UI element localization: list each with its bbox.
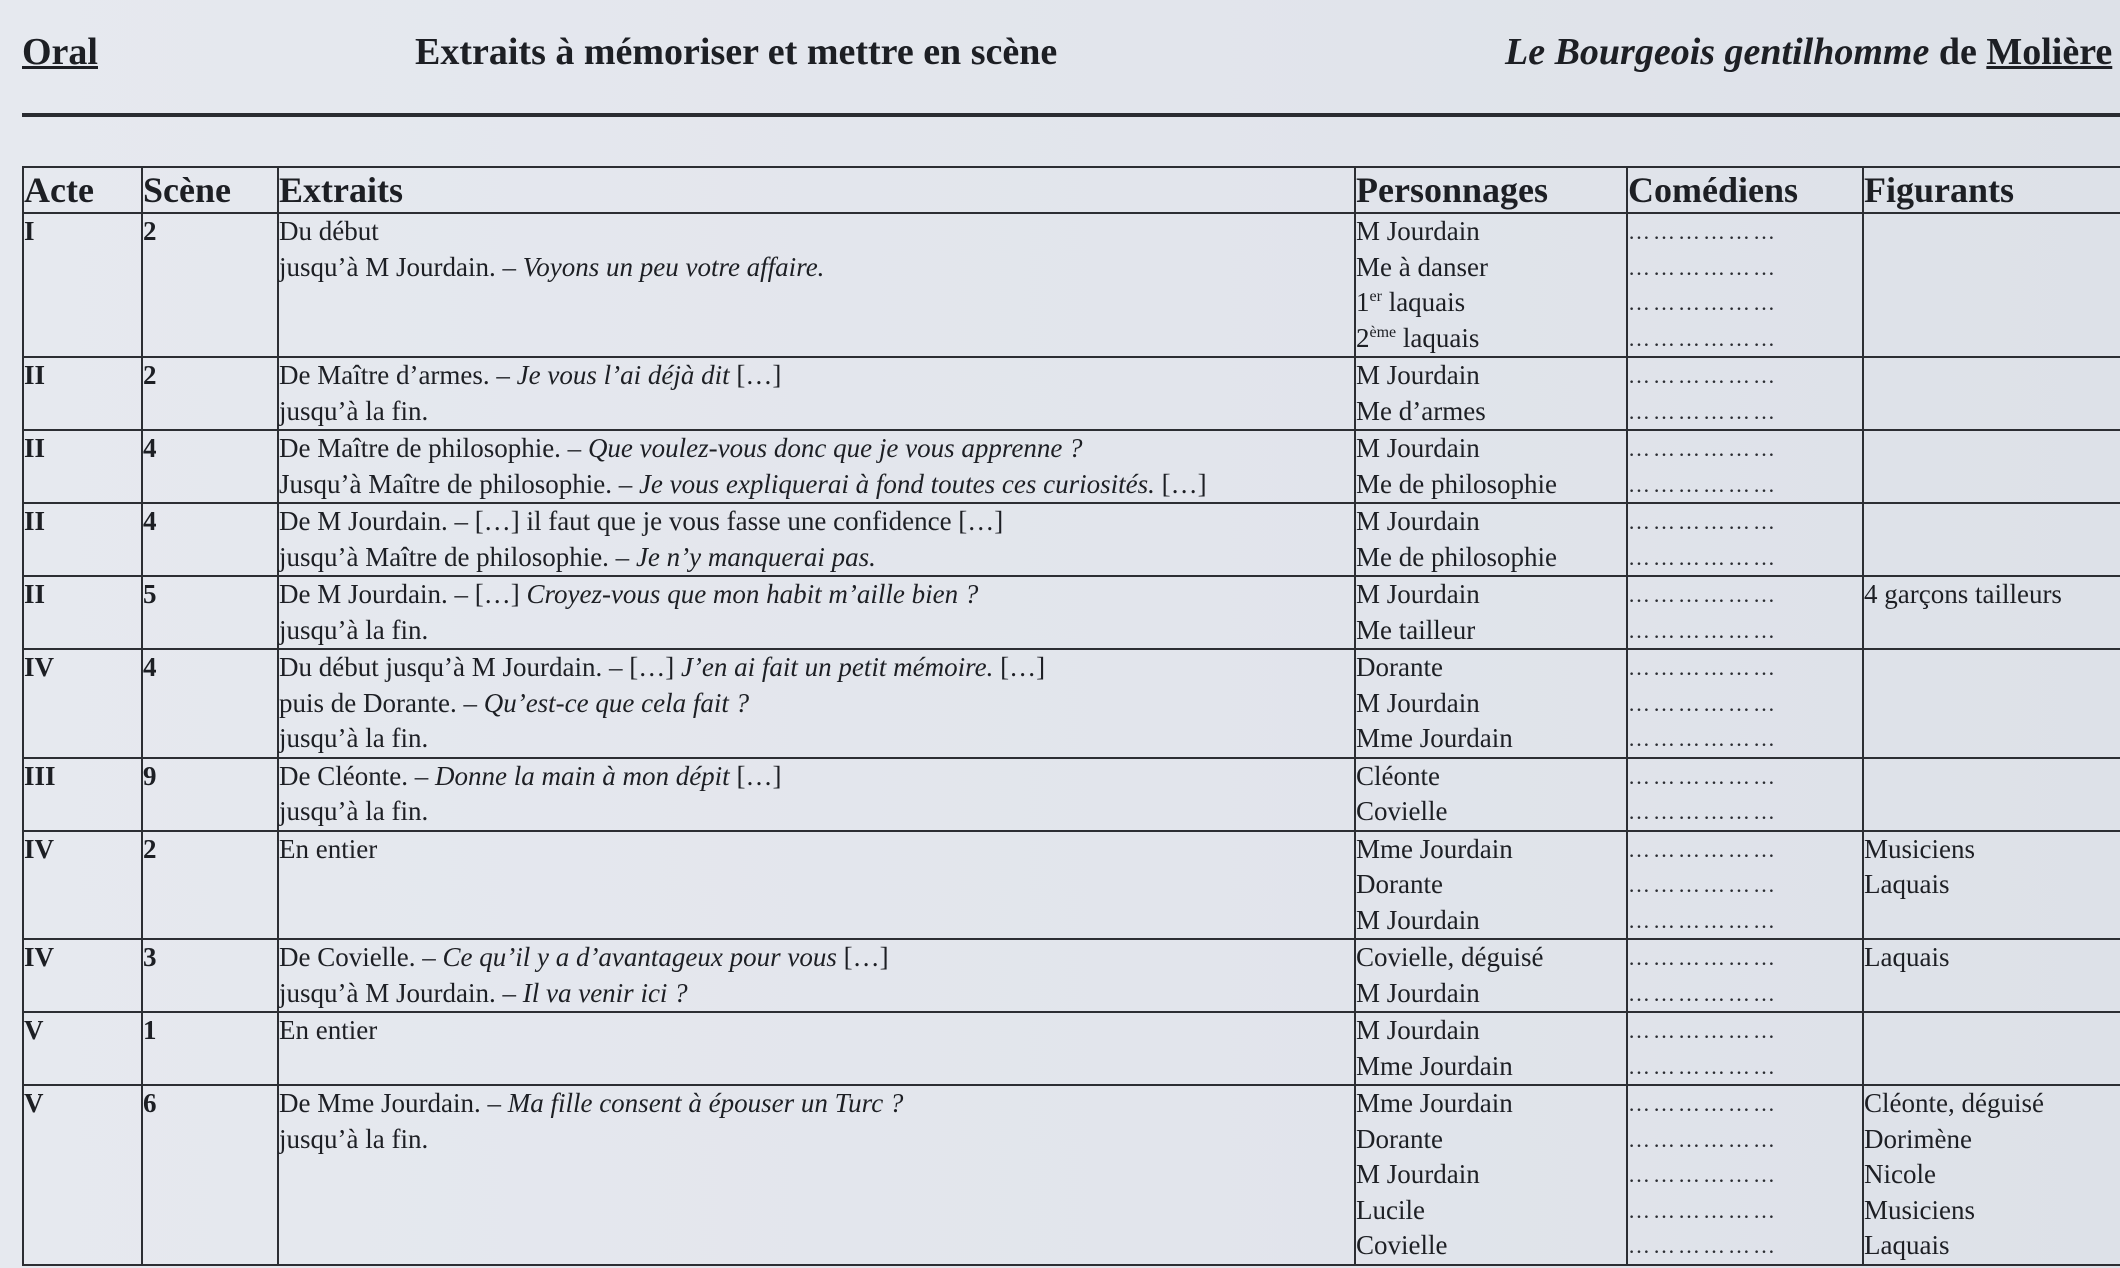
actor-blank[interactable]: ……………… [1628, 980, 1778, 1006]
extrait-text: […] [729, 760, 782, 791]
table-row [23, 758, 2120, 831]
table-row [23, 939, 2120, 1012]
header-work [1505, 30, 2112, 74]
table-row [23, 503, 2120, 576]
cell-comediens [1627, 649, 1863, 758]
extrait-text: En entier [279, 1015, 378, 1045]
character-name [1356, 214, 1626, 250]
extrait-text: De Maître d’armes. – [279, 360, 517, 390]
extra-name: Nicole [1864, 1159, 1936, 1189]
extrait-text: Du début [279, 216, 379, 246]
work-title: Le Bourgeois gentilhomme [1505, 31, 1930, 73]
actor-blank[interactable]: ……………… [1628, 1197, 1778, 1223]
character-name [1356, 940, 1626, 976]
actor-blank[interactable]: ……………… [1628, 582, 1778, 607]
character-text: Mme Jourdain [1356, 1088, 1513, 1118]
character-name [1356, 832, 1626, 868]
character-name [1356, 467, 1626, 503]
cell-personnages [1355, 1085, 1627, 1265]
cell-comediens [1627, 1085, 1863, 1265]
character-text: 2 [1356, 322, 1370, 353]
cell-scene: 4 [142, 430, 278, 503]
cell-scene: 1 [142, 1012, 278, 1085]
extrait-text: En entier [279, 833, 378, 864]
extrait-line [279, 394, 1354, 430]
actor-blank[interactable]: ……………… [1628, 1018, 1778, 1043]
actor-blank[interactable]: ……………… [1628, 325, 1778, 351]
cell-extraits [278, 831, 1355, 940]
character-text: Me d’armes [1356, 395, 1486, 426]
cell-extraits [278, 357, 1355, 430]
cell-comediens [1627, 503, 1863, 576]
actor-blank[interactable]: ……………… [1628, 254, 1778, 280]
extra-name: Dorimène [1864, 1123, 1972, 1154]
character-name [1356, 1228, 1626, 1264]
character-name [1356, 903, 1626, 939]
character-name [1356, 1122, 1626, 1158]
character-name [1356, 1049, 1626, 1085]
extrait-text: jusqu’à la fin. [279, 723, 429, 753]
col-header-comediens: Comédiens [1627, 167, 1863, 213]
col-header-personnages: Personnages [1355, 167, 1627, 213]
actor-blank[interactable]: ……………… [1628, 398, 1778, 424]
actor-blank[interactable]: ……………… [1628, 799, 1778, 824]
actor-blank[interactable]: ……………… [1628, 1091, 1778, 1116]
extrait-line [279, 613, 1354, 649]
extrait-line [279, 721, 1354, 757]
extrait-quote: Donne la main à mon dépit [434, 760, 730, 791]
extrait-line [279, 1013, 1354, 1049]
extrait-quote: Ma fille consent à épouser un Turc ? [507, 1088, 904, 1118]
table-row [23, 430, 2120, 503]
actor-blank[interactable]: ……………… [1628, 617, 1778, 643]
cell-figurants [1863, 831, 2120, 940]
cell-acte: IV [23, 939, 142, 1012]
cell-extraits [278, 430, 1355, 503]
cell-personnages [1355, 213, 1627, 357]
cell-scene: 4 [142, 649, 278, 758]
extrait-line [279, 540, 1354, 576]
character-name [1356, 504, 1626, 540]
extrait-text: De Mme Jourdain. – [279, 1088, 508, 1118]
character-text: 1 [1356, 287, 1370, 317]
cell-figurants [1863, 939, 2120, 1012]
extrait-text: De M Jourdain. – […] il faut que je vous fasse une confidence […] [279, 506, 1004, 536]
character-text: Mme Jourdain [1356, 723, 1513, 753]
extra-name: Cléonte, déguisé [1864, 1088, 2044, 1118]
extrait-line [279, 794, 1354, 830]
extrait-quote: Je n’y manquerai pas. [635, 541, 876, 572]
cell-figurants [1863, 213, 2120, 357]
extrait-quote: J’en ai fait un petit mémoire. [680, 652, 994, 682]
actor-blank[interactable]: ……………… [1628, 509, 1778, 534]
character-name [1356, 577, 1626, 613]
extrait-quote: Je vous l’ai déjà dit [516, 360, 730, 390]
extrait-line [279, 1086, 1354, 1122]
cell-scene: 2 [142, 357, 278, 430]
header-rule [22, 113, 2120, 117]
extrait-text: jusqu’à M Jourdain. – [279, 977, 523, 1008]
actor-blank[interactable]: ……………… [1628, 436, 1778, 461]
character-text: Covielle [1356, 1230, 1448, 1260]
character-name [1356, 759, 1626, 795]
col-header-extraits: Extraits [278, 167, 1355, 213]
extrait-quote: Voyons un peu votre affaire. [522, 251, 825, 282]
cell-scene: 2 [142, 831, 278, 940]
extrait-text: […] [729, 360, 782, 390]
actor-blank[interactable]: ……………… [1628, 945, 1778, 970]
character-name [1356, 1193, 1626, 1229]
cell-figurants [1863, 576, 2120, 649]
extrait-quote: Il va venir ici ? [522, 977, 688, 1008]
extrait-line [279, 577, 1354, 613]
character-name [1356, 394, 1626, 430]
cell-extraits [278, 213, 1355, 357]
col-header-acte: Acte [23, 167, 142, 213]
extrait-line [279, 250, 1354, 286]
cell-scene: 6 [142, 1085, 278, 1265]
actor-blank[interactable]: ……………… [1628, 1162, 1778, 1187]
cell-personnages [1355, 831, 1627, 940]
work-connector: de [1938, 31, 1977, 73]
character-text: M Jourdain [1356, 904, 1480, 935]
character-text: Dorante [1356, 1123, 1443, 1154]
cell-scene: 4 [142, 503, 278, 576]
cell-acte: V [23, 1012, 142, 1085]
extrait-text: De Cléonte. – [279, 760, 435, 791]
cell-figurants [1863, 758, 2120, 831]
cell-scene: 9 [142, 758, 278, 831]
actor-blank[interactable]: ……………… [1628, 763, 1778, 789]
extrait-line [279, 650, 1354, 686]
character-text: Dorante [1356, 652, 1443, 682]
extrait-quote: Croyez-vous que mon habit m’aille bien ? [526, 579, 979, 609]
character-text: Mme Jourdain [1356, 1050, 1513, 1081]
extrait-text: puis de Dorante. – [279, 687, 484, 718]
cell-personnages [1355, 576, 1627, 649]
character-name [1356, 1013, 1626, 1049]
character-text: Mme Jourdain [1356, 833, 1513, 864]
character-name [1356, 1157, 1626, 1193]
actor-blank[interactable]: ……………… [1628, 471, 1778, 497]
actor-blank[interactable]: ……………… [1628, 290, 1778, 315]
cell-figurants [1863, 649, 2120, 758]
cell-comediens [1627, 213, 1863, 357]
cell-comediens [1627, 758, 1863, 831]
extrait-quote: Je vous expliquerai à fond toutes ces curiosités. [638, 468, 1155, 499]
extra-name: Laquais [1864, 942, 1950, 972]
cell-acte: II [23, 503, 142, 576]
extrait-line [279, 431, 1354, 467]
extra-name: Musiciens [1864, 833, 1975, 864]
character-text: Covielle [1356, 796, 1448, 826]
extra-name: Musiciens [1864, 1194, 1975, 1225]
extrait-line [279, 832, 1354, 868]
cell-comediens [1627, 1012, 1863, 1085]
cell-comediens [1627, 576, 1863, 649]
extrait-text: De M Jourdain. – […] [279, 579, 527, 609]
cell-personnages [1355, 649, 1627, 758]
actor-blank[interactable]: ……………… [1628, 219, 1778, 244]
col-header-scene: Scène [142, 167, 278, 213]
character-name [1356, 250, 1626, 286]
extrait-line [279, 686, 1354, 722]
extrait-text: jusqu’à M Jourdain. – [279, 251, 523, 282]
cell-extraits [278, 576, 1355, 649]
extrait-text: De Maître de philosophie. – [279, 433, 588, 463]
cell-comediens [1627, 831, 1863, 940]
cell-acte: II [23, 576, 142, 649]
character-text: laquais [1381, 287, 1466, 317]
extra-name: Laquais [1864, 1230, 1950, 1260]
cell-scene: 3 [142, 939, 278, 1012]
extrait-line [279, 214, 1354, 250]
character-name [1356, 650, 1626, 686]
extrait-quote: Ce qu’il y a d’avantageux pour vous [442, 942, 837, 972]
cell-extraits [278, 1085, 1355, 1265]
extrait-text: jusqu’à la fin. [279, 395, 429, 426]
character-text: Dorante [1356, 869, 1443, 899]
character-name [1356, 721, 1626, 757]
extrait-text: jusqu’à la fin. [279, 1123, 429, 1154]
character-name [1356, 431, 1626, 467]
cell-comediens [1627, 939, 1863, 1012]
cell-extraits [278, 649, 1355, 758]
extrait-line [279, 467, 1354, 503]
actor-blank[interactable]: ……………… [1628, 1053, 1778, 1079]
actor-blank[interactable]: ……………… [1628, 726, 1778, 751]
cell-figurants [1863, 357, 2120, 430]
cell-acte: V [23, 1085, 142, 1265]
cell-acte: IV [23, 649, 142, 758]
character-name [1356, 321, 1626, 357]
cell-personnages [1355, 758, 1627, 831]
cell-extraits [278, 1012, 1355, 1085]
actor-blank[interactable]: ……………… [1628, 907, 1778, 933]
extrait-text: jusqu’à Maître de philosophie. – [279, 541, 636, 572]
character-text: Cléonte [1356, 760, 1440, 791]
extrait-line [279, 759, 1354, 795]
cell-personnages [1355, 503, 1627, 576]
character-text: M Jourdain [1356, 360, 1480, 390]
character-text: Me à danser [1356, 251, 1488, 282]
extrait-text: jusqu’à la fin. [279, 614, 429, 645]
cell-personnages [1355, 1012, 1627, 1085]
table-row [23, 831, 2120, 940]
actor-blank[interactable]: ……………… [1628, 690, 1778, 716]
cell-figurants [1863, 503, 2120, 576]
cell-figurants [1863, 430, 2120, 503]
scenes-table [22, 166, 2120, 1266]
table-row [23, 357, 2120, 430]
extrait-line [279, 940, 1354, 976]
extra-name: Laquais [1864, 869, 1950, 899]
extrait-text: […] [1154, 468, 1207, 499]
table-row [23, 649, 2120, 758]
character-text: Lucile [1356, 1194, 1425, 1225]
cell-figurants [1863, 1012, 2120, 1085]
extrait-line [279, 358, 1354, 394]
cell-acte: II [23, 430, 142, 503]
character-name [1356, 976, 1626, 1012]
extrait-text: […] [836, 942, 889, 972]
actor-blank[interactable]: ……………… [1628, 836, 1778, 862]
work-author: Molière [1986, 31, 2113, 73]
col-header-figurants: Figurants [1863, 167, 2120, 213]
character-text: M Jourdain [1356, 579, 1480, 609]
cell-scene: 2 [142, 213, 278, 357]
extrait-line [279, 1122, 1354, 1158]
table-row [23, 213, 2120, 357]
character-name [1356, 613, 1626, 649]
cell-acte: II [23, 357, 142, 430]
table-row [23, 1085, 2120, 1265]
character-name [1356, 285, 1626, 321]
extrait-text: jusqu’à la fin. [279, 796, 429, 826]
character-text: M Jourdain [1356, 1015, 1480, 1045]
character-text: Me de philosophie [1356, 468, 1557, 499]
extrait-text: Du début jusqu’à M Jourdain. – […] [279, 652, 681, 682]
table-header-row [23, 167, 2120, 213]
cell-personnages [1355, 939, 1627, 1012]
ordinal-suffix: ème [1369, 323, 1397, 341]
character-text: M Jourdain [1356, 687, 1480, 718]
extrait-text: […] [993, 652, 1046, 682]
character-text: M Jourdain [1356, 433, 1480, 463]
character-text: M Jourdain [1356, 977, 1480, 1008]
cell-figurants [1863, 1085, 2120, 1265]
character-text: laquais [1396, 322, 1480, 353]
extrait-text: Jusqu’à Maître de philosophie. – [279, 468, 639, 499]
cell-acte: III [23, 758, 142, 831]
character-name [1356, 1086, 1626, 1122]
extra-name: 4 garçons tailleurs [1864, 579, 2062, 609]
actor-blank[interactable]: ……………… [1628, 1126, 1778, 1152]
cell-extraits [278, 503, 1355, 576]
character-text: M Jourdain [1356, 1159, 1480, 1189]
table-row [23, 576, 2120, 649]
cell-acte: IV [23, 831, 142, 940]
character-name [1356, 540, 1626, 576]
actor-blank[interactable]: ……………… [1628, 544, 1778, 570]
actor-blank[interactable]: ……………… [1628, 363, 1778, 388]
cell-personnages [1355, 430, 1627, 503]
character-name [1356, 867, 1626, 903]
cell-acte: I [23, 213, 142, 357]
extrait-quote: Que voulez-vous donc que je vous apprenne ? [587, 433, 1083, 463]
character-text: Me de philosophie [1356, 541, 1557, 572]
character-text: Covielle, déguisé [1356, 942, 1544, 972]
actor-blank[interactable]: ……………… [1628, 655, 1778, 680]
cell-comediens [1627, 357, 1863, 430]
table-row [23, 1012, 2120, 1085]
character-name [1356, 686, 1626, 722]
actor-blank[interactable]: ……………… [1628, 1233, 1778, 1258]
character-name [1356, 358, 1626, 394]
actor-blank[interactable]: ……………… [1628, 872, 1778, 897]
extrait-line [279, 976, 1354, 1012]
cell-scene: 5 [142, 576, 278, 649]
character-text: M Jourdain [1356, 216, 1480, 246]
character-text: M Jourdain [1356, 506, 1480, 536]
cell-extraits [278, 758, 1355, 831]
cell-comediens [1627, 430, 1863, 503]
ordinal-suffix: er [1369, 288, 1382, 305]
character-name [1356, 794, 1626, 830]
header-oral: Oral [22, 31, 98, 73]
character-text: Me tailleur [1356, 614, 1476, 645]
cell-personnages [1355, 357, 1627, 430]
extrait-line [279, 504, 1354, 540]
extrait-quote: Qu’est-ce que cela fait ? [483, 687, 750, 718]
cell-extraits [278, 939, 1355, 1012]
extrait-text: De Covielle. – [279, 942, 443, 972]
header-subtitle: Extraits à mémoriser et mettre en scène [415, 31, 1058, 73]
